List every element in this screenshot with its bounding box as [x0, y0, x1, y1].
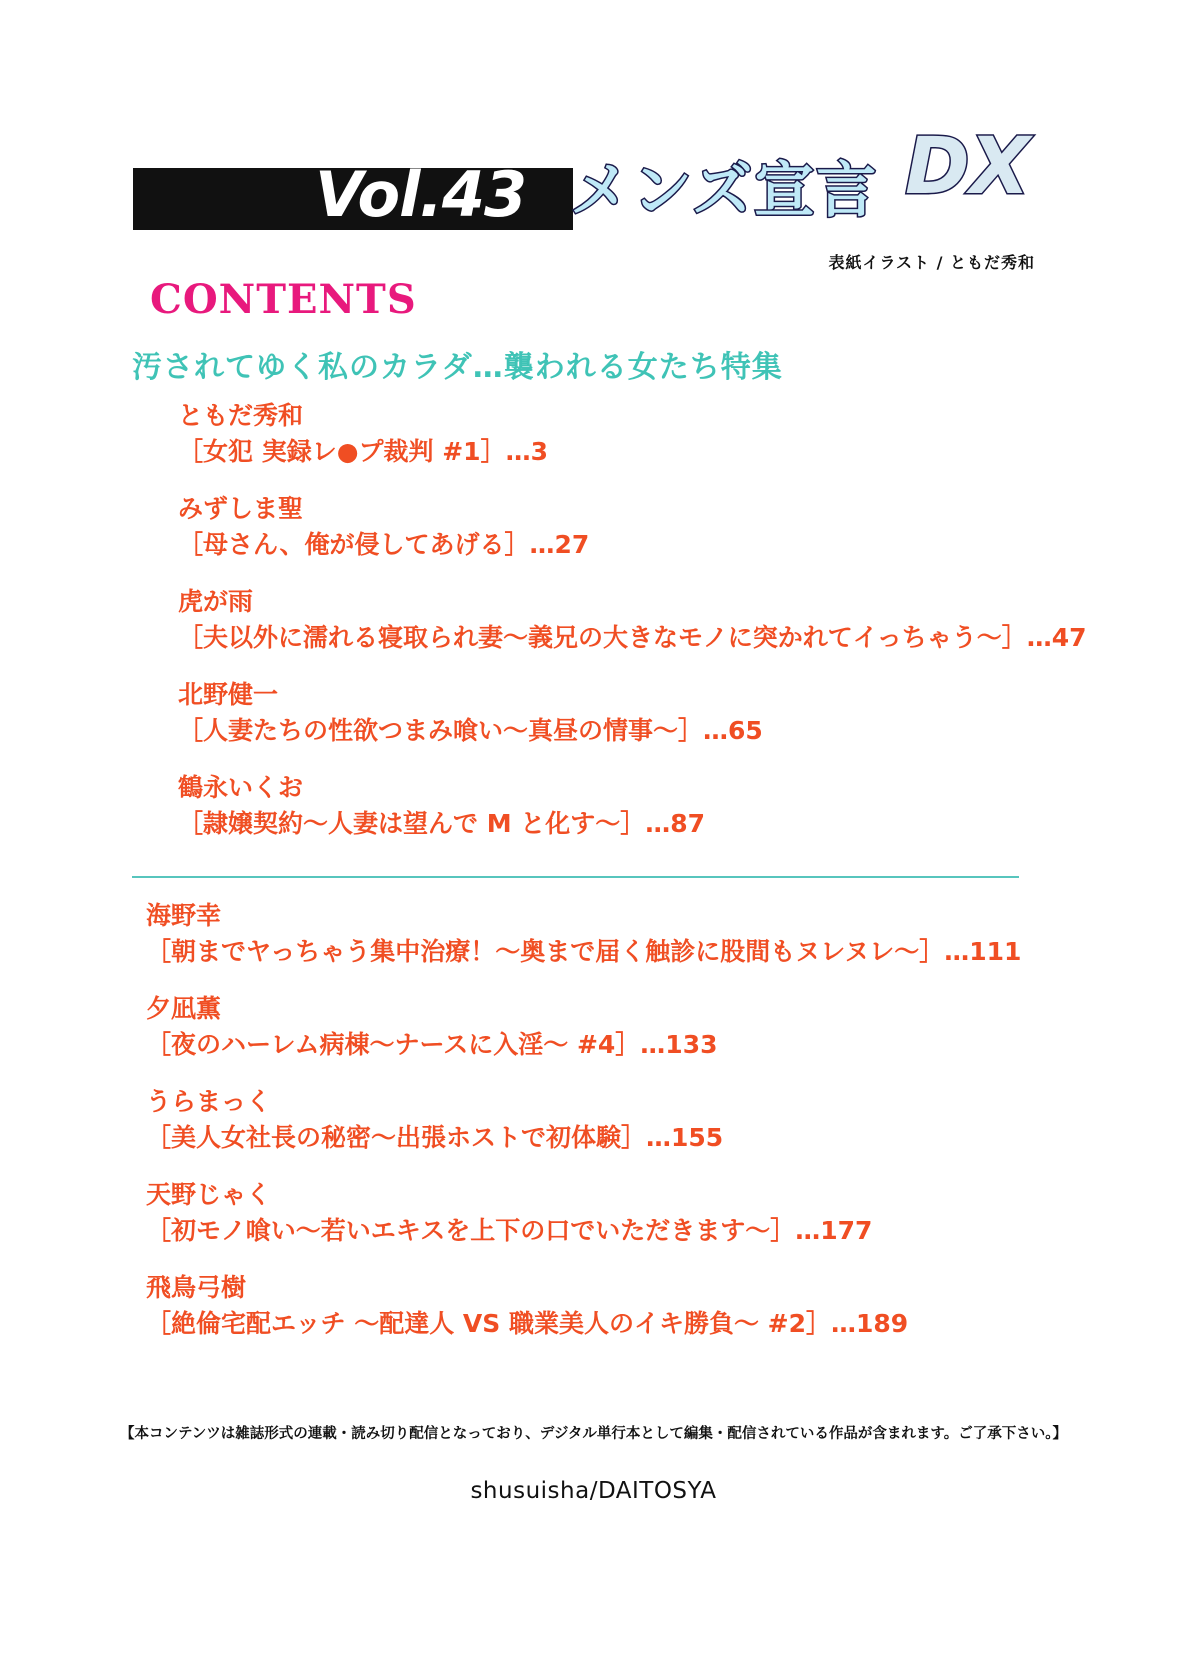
section-divider	[132, 876, 1019, 878]
volume-label: Vol.43	[315, 158, 527, 231]
list-item[interactable]	[0, 1270, 1187, 1342]
entry-author: 天野じゃく	[146, 1180, 272, 1209]
feature-entry-list	[0, 398, 1187, 863]
masthead	[0, 122, 1187, 250]
list-item[interactable]	[0, 1177, 1187, 1249]
entry-author: 夕凪薫	[146, 994, 222, 1023]
list-item[interactable]	[0, 991, 1187, 1063]
entry-title: ［夜のハーレム病棟〜ナースに入淫〜 #4］…133	[146, 1030, 718, 1059]
general-entry-list	[0, 898, 1187, 1363]
entry-author: うらまっく	[146, 1087, 272, 1116]
publisher-brand: shusuisha/DAITOSYA	[470, 1478, 717, 1504]
cover-illustration-credit: 表紙イラスト / ともだ秀和	[828, 253, 1035, 272]
entry-author: 虎が雨	[178, 587, 254, 616]
entry-title: ［美人女社長の秘密〜出張ホストで初体験］…155	[146, 1123, 724, 1152]
entry-title: ［初モノ喰い〜若いエキスを上下の口でいただきます〜］…177	[146, 1216, 873, 1245]
magazine-logo-japanese: メンズ宣言	[570, 156, 879, 226]
list-item[interactable]	[0, 398, 1187, 470]
entry-title: ［人妻たちの性欲つまみ喰い〜真昼の情事〜］…65	[178, 716, 763, 745]
entry-title: ［女犯 実録レ●プ裁判 #1］…3	[178, 437, 548, 466]
list-item[interactable]	[0, 1084, 1187, 1156]
entry-title: ［夫以外に濡れる寝取られ妻〜義兄の大きなモノに突かれてイっちゃう〜］…47	[178, 623, 1087, 652]
entry-author: 鶴永いくお	[178, 773, 304, 802]
magazine-logo-dx: DX	[905, 122, 1030, 212]
page-title: CONTENTS	[150, 276, 417, 323]
entry-author: 海野幸	[146, 901, 222, 930]
entry-author: 北野健一	[178, 680, 279, 709]
magazine-logo	[560, 106, 1030, 236]
entry-title: ［母さん、俺が侵してあげる］…27	[178, 530, 590, 559]
entry-author: 飛鳥弓樹	[146, 1273, 247, 1302]
list-item[interactable]	[0, 677, 1187, 749]
entry-title: ［朝までヤっちゃう集中治療！〜奥まで届く触診に股間もヌレヌレ〜］…111	[146, 937, 1022, 966]
entry-title: ［絶倫宅配エッチ 〜配達人 VS 職業美人のイキ勝負〜 #2］…189	[146, 1309, 909, 1338]
entry-author: ともだ秀和	[178, 401, 304, 430]
entry-author: みずしま聖	[178, 494, 304, 523]
entry-title: ［隷嬢契約〜人妻は望んで M と化す〜］…87	[178, 809, 706, 838]
list-item[interactable]	[0, 491, 1187, 563]
footer-note: 【本コンテンツは雑誌形式の連載・読み切り配信となっており、デジタル単行本として編集・配信されている作品が含まれます。ご了承下さい。】	[120, 1426, 1067, 1442]
list-item[interactable]	[0, 584, 1187, 656]
list-item[interactable]	[0, 898, 1187, 970]
feature-headline: 汚されてゆく私のカラダ…襲われる女たち特集	[132, 350, 783, 385]
list-item[interactable]	[0, 770, 1187, 842]
